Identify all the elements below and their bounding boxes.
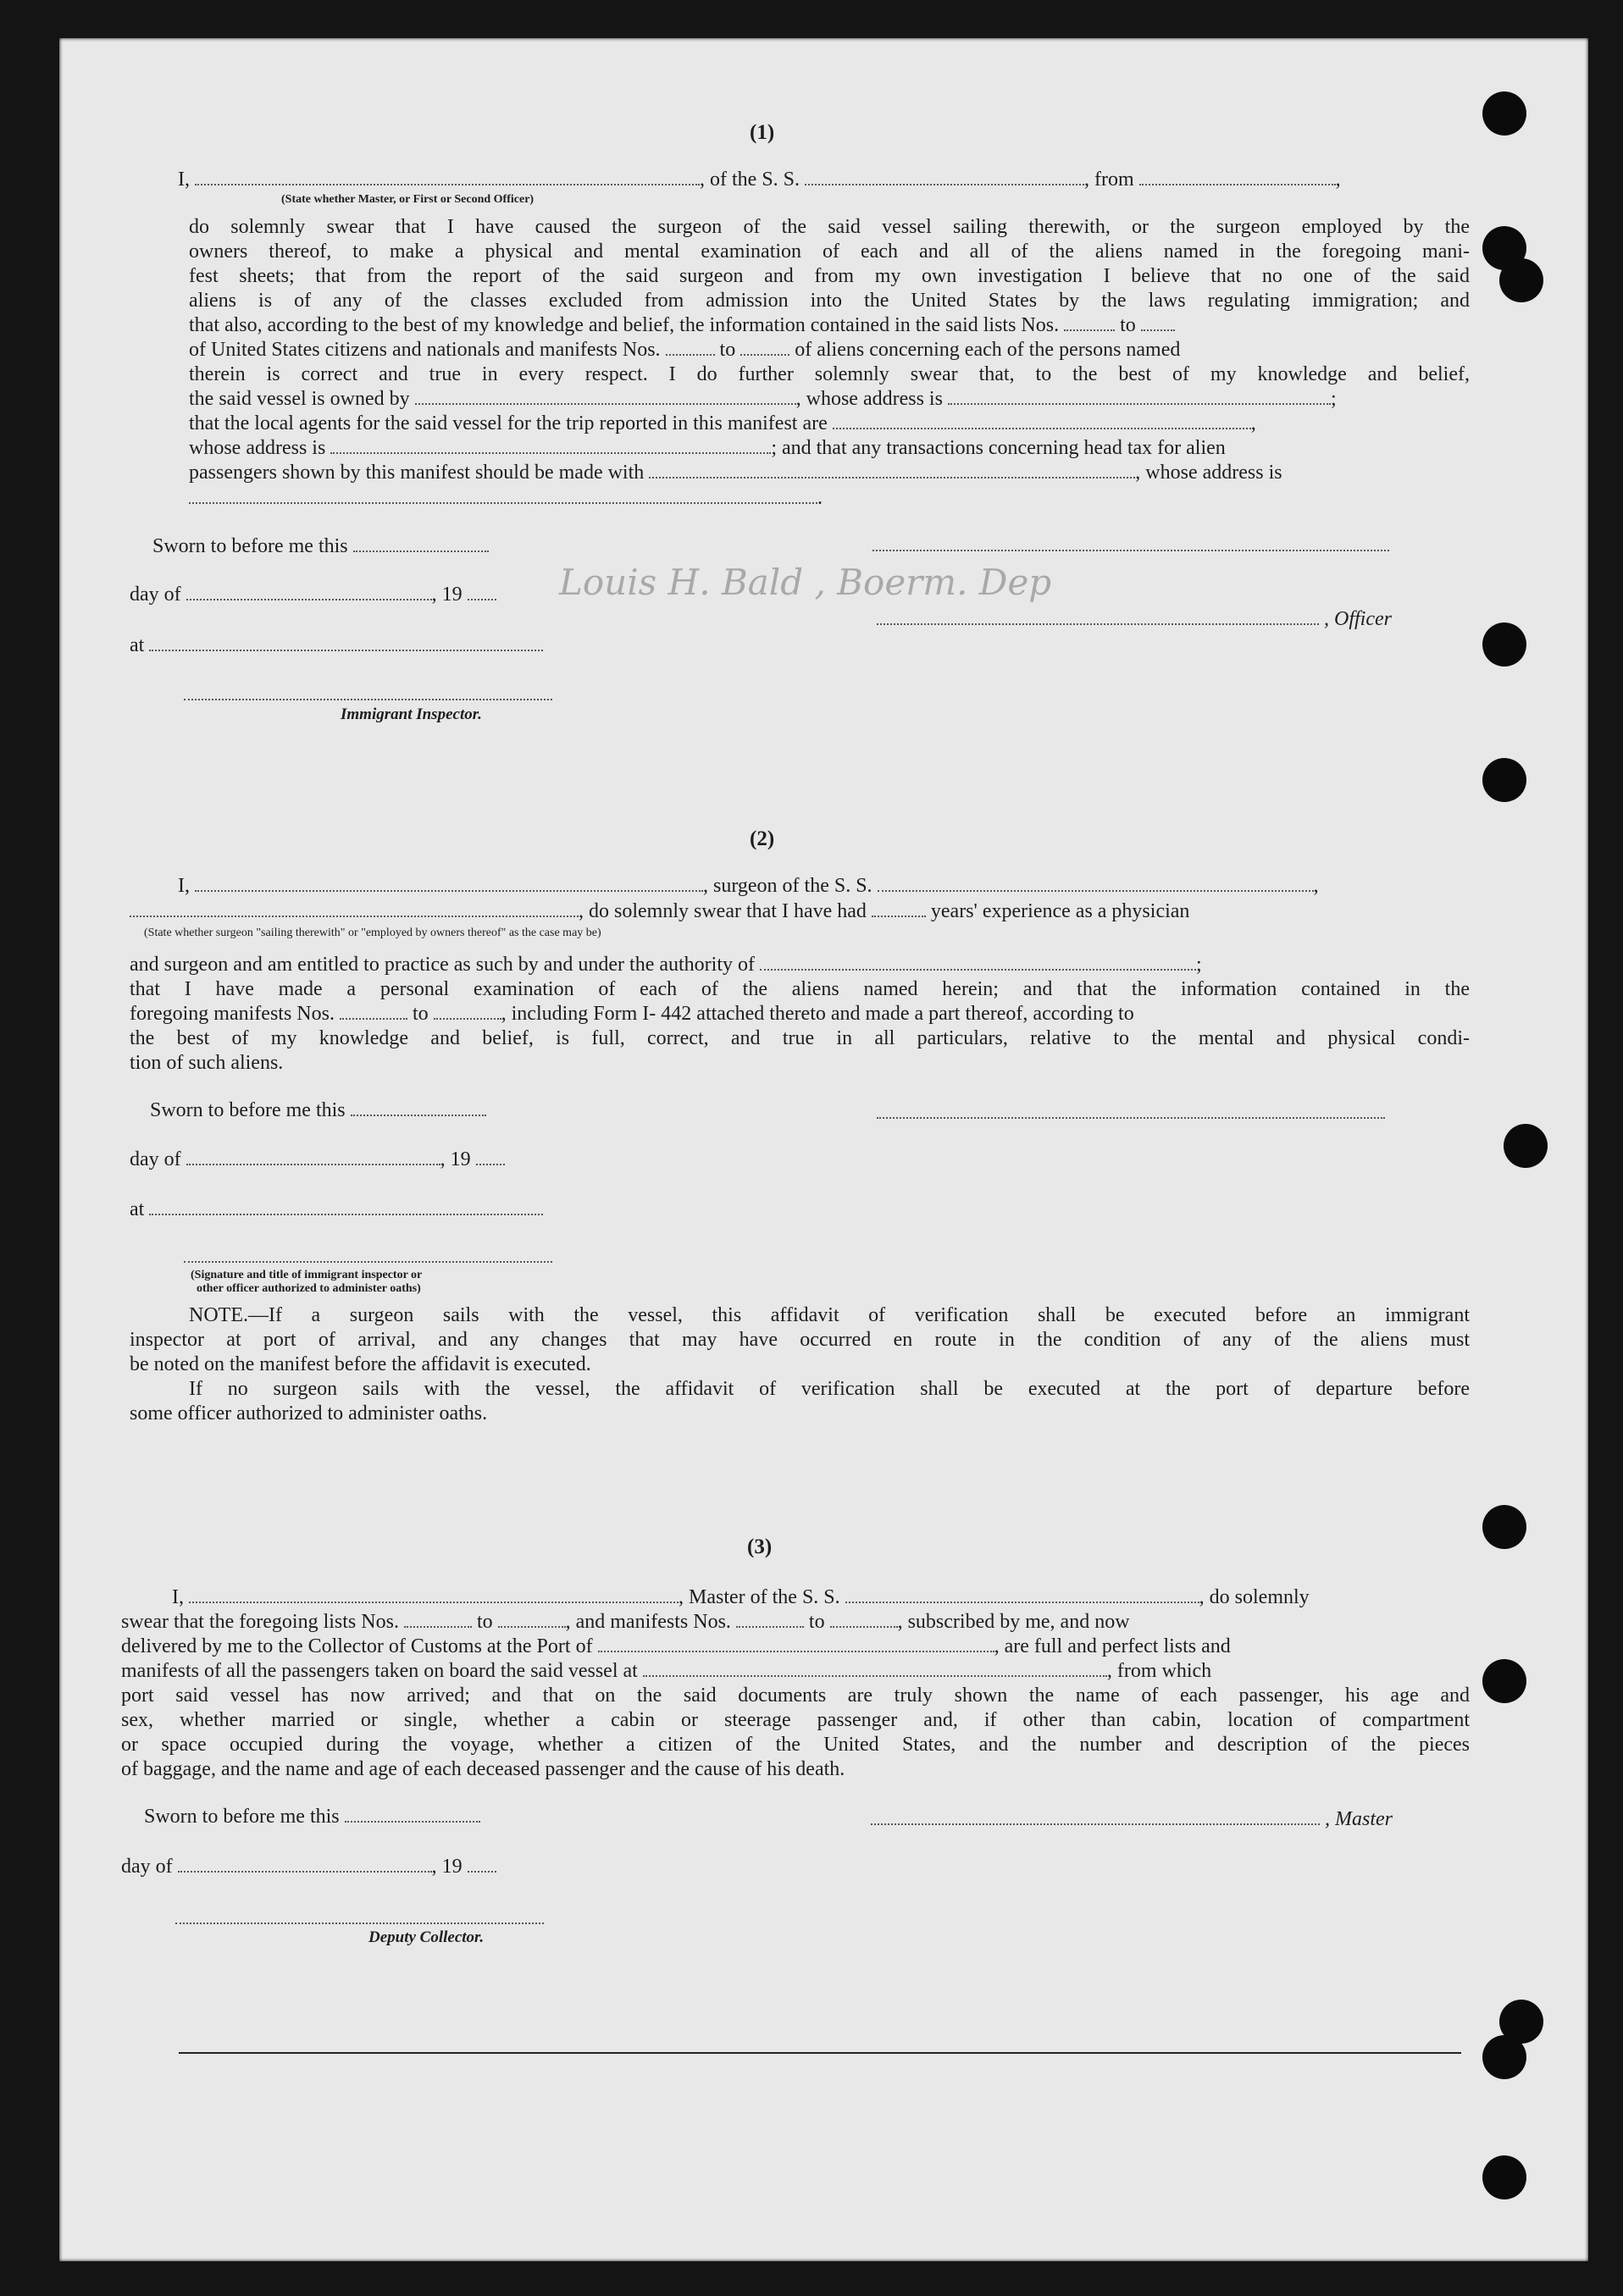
s3-lists-from-field[interactable] <box>404 1625 472 1628</box>
s1-line-10: that the local agents for the said vessel for the trip reported in this manifest are , <box>189 412 1256 434</box>
s2-line-3: and surgeon and am entitled to practice as such by and under the authority of ; <box>130 954 1202 976</box>
s2-note-line: be noted on the manifest before the affidavit is executed. <box>130 1353 591 1375</box>
s1-body-line: do solemnly swear that I have caused the surgeon of the said vessel sailing therewith, or the surgeon employed by the <box>189 216 1470 238</box>
s3-master-line: , Master <box>871 1808 1393 1831</box>
s3-year-field[interactable] <box>468 1870 496 1873</box>
s2-day-month-field[interactable] <box>186 1163 440 1165</box>
s3-body-line: sex, whether married or single, whether a cabin or steerage passenger and, if other than cabin, location of compartment <box>121 1709 1470 1731</box>
manifests-to-field[interactable] <box>740 353 789 356</box>
s2-note-line: NOTE.—If a surgeon sails with the vessel, this affidavit of verification shall be executed before an immigrant <box>189 1304 1470 1326</box>
from-port-field[interactable] <box>1139 183 1336 185</box>
punch-hole <box>1482 1505 1526 1549</box>
punch-hole <box>1482 91 1526 136</box>
s1-line-9: the said vessel is owned by , whose address is ; <box>189 388 1337 410</box>
s1-inspector-signature-line[interactable] <box>184 699 552 700</box>
punch-hole <box>1499 258 1543 302</box>
s1-body-line: owners thereof, to make a physical and mental examination of each and all of the aliens named in the foregoing mani- <box>189 241 1470 263</box>
s2-note-line: inspector at port of arrival, and any changes that may have occurred en route in the condition of any of the aliens must <box>130 1329 1470 1351</box>
punch-hole <box>1482 2155 1526 2199</box>
s1-top-signature-line[interactable] <box>872 550 1389 551</box>
master-signature-field[interactable] <box>871 1823 1320 1825</box>
s3-line-3: delivered by me to the Collector of Customs at the Port of , are full and perfect lists and <box>121 1635 1231 1657</box>
section-3-heading: (3) <box>747 1535 773 1558</box>
s1-body-line: fest sheets; that from the report of the said surgeon and from my own investigation I believe that no one of the said <box>189 265 1470 287</box>
head-tax-contact-field[interactable] <box>649 476 1135 479</box>
s2-body-line: that I have made a personal examination of each of the aliens named herein; and that the information contained in the <box>130 978 1470 1000</box>
s2-manifests-to-field[interactable] <box>434 1017 501 1020</box>
s1-body-line: aliens is of any of the classes excluded from admission into the United States by the laws regulating immigration; and <box>189 290 1470 312</box>
s2-note-line: some officer authorized to administer oaths. <box>130 1402 488 1425</box>
s1-sworn-date-field[interactable] <box>353 550 489 552</box>
section-1-heading: (1) <box>750 121 775 144</box>
s1-sworn: Sworn to before me this <box>152 535 489 558</box>
owner-field[interactable] <box>415 402 796 405</box>
s2-body-line: the best of my knowledge and belief, is full, correct, and true in all particulars, relative to the mental and physical condi- <box>130 1027 1470 1049</box>
owner-address-field[interactable] <box>948 402 1331 405</box>
bottom-rule <box>179 2052 1461 2054</box>
s2-line-5: foregoing manifests Nos. to , including Form I- 442 attached thereto and made a part thereof, according to <box>130 1003 1134 1025</box>
s2-line-2: , do solemnly swear that I have had years' experience as a physician <box>130 900 1189 923</box>
s2-sig-caption: other officer authorized to administer oaths) <box>197 1282 421 1295</box>
s1-line-7: of United States citizens and nationals and manifests Nos. to of aliens concerning each of the persons named <box>189 339 1181 361</box>
s1-officer-note: (State whether Master, or First or Second Officer) <box>281 193 535 206</box>
s1-line-12: passengers shown by this manifest should be made with , whose address is <box>189 462 1282 484</box>
punch-hole <box>1482 622 1526 667</box>
s3-manifests-from-field[interactable] <box>736 1625 804 1628</box>
officer-signature-field[interactable] <box>877 622 1319 625</box>
s2-body-line: tion of such aliens. <box>130 1052 284 1074</box>
collector-signature-line[interactable] <box>175 1923 544 1924</box>
head-tax-address-field[interactable] <box>189 501 817 504</box>
s2-sworn-date-field[interactable] <box>351 1114 486 1116</box>
s3-day-month-field[interactable] <box>178 1870 432 1873</box>
s3-manifests-to-field[interactable] <box>830 1625 898 1628</box>
s2-at: at <box>130 1198 543 1221</box>
s2-note-line: If no surgeon sails with the vessel, the affidavit of verification shall be executed at the port of departure before <box>189 1378 1470 1400</box>
embark-port-field[interactable] <box>643 1674 1107 1677</box>
vessel-name-field[interactable] <box>805 183 1084 185</box>
s2-manifests-from-field[interactable] <box>340 1017 407 1020</box>
s1-day-of: day of , 19 <box>130 584 496 606</box>
s1-at: at <box>130 634 543 657</box>
port-of-field[interactable] <box>598 1650 994 1652</box>
surgeon-signature-line[interactable] <box>877 1117 1385 1119</box>
s3-sworn: Sworn to before me this <box>144 1806 480 1829</box>
s3-vessel-name-field[interactable] <box>845 1601 1199 1603</box>
lists-from-field[interactable] <box>1064 329 1115 331</box>
s1-line-13: . <box>189 487 823 510</box>
punch-hole <box>1482 758 1526 802</box>
s3-line-4: manifests of all the passengers taken on board the said vessel at , from which <box>121 1660 1212 1682</box>
years-experience-field[interactable] <box>872 915 926 917</box>
authority-field[interactable] <box>760 968 1196 971</box>
s1-body-line: therein is correct and true in every respect. I do further solemnly swear that, to the best of my knowledge and belief, <box>189 363 1470 385</box>
handwritten-signature: Louis H. Bald , Boerm. Dep <box>559 562 1052 603</box>
s2-inspector-signature-line[interactable] <box>184 1261 552 1263</box>
s2-day-of: day of , 19 <box>130 1148 505 1171</box>
s3-line-2: swear that the foregoing lists Nos. to , and manifests Nos. to , subscribed by me, and now <box>121 1611 1130 1633</box>
s1-day-month-field[interactable] <box>186 598 432 600</box>
s2-sig-caption: (Signature and title of immigrant inspector or <box>191 1269 423 1281</box>
local-agents-field[interactable] <box>833 427 1251 429</box>
s2-at-field[interactable] <box>149 1213 543 1215</box>
s3-master-name-field[interactable] <box>189 1601 679 1603</box>
s1-officer-line: , Officer <box>877 608 1392 631</box>
punch-hole <box>1482 1659 1526 1703</box>
affidavit-page <box>59 38 1588 2261</box>
agents-address-field[interactable] <box>330 451 771 454</box>
s1-year-field[interactable] <box>468 598 496 600</box>
s2-surgeon-note: (State whether surgeon "sailing therewith" or "employed by owners thereof" as the case may be) <box>144 927 601 939</box>
s3-day-of: day of , 19 <box>121 1856 496 1878</box>
s3-lists-to-field[interactable] <box>498 1625 566 1628</box>
lists-to-field[interactable] <box>1141 329 1175 331</box>
s3-body-line: of baggage, and the name and age of each deceased passenger and the cause of his death. <box>121 1758 845 1780</box>
s2-vessel-name-field[interactable] <box>878 889 1314 892</box>
s2-sworn: Sworn to before me this <box>150 1099 486 1122</box>
s3-sworn-date-field[interactable] <box>345 1820 480 1823</box>
surgeon-name-field[interactable] <box>195 889 703 892</box>
s3-body-line: port said vessel has now arrived; and that on the said documents are truly shown the name of each passenger, his age and <box>121 1685 1470 1707</box>
s3-collector-caption: Deputy Collector. <box>368 1928 485 1946</box>
punch-hole <box>1482 2035 1526 2079</box>
s1-line-11: whose address is ; and that any transactions concerning head tax for alien <box>189 437 1226 459</box>
manifests-from-field[interactable] <box>666 353 715 356</box>
section-2-heading: (2) <box>750 827 775 850</box>
s2-line-1: I, , surgeon of the S. S. , <box>178 875 1319 897</box>
s1-at-field[interactable] <box>149 649 543 651</box>
master-name-field[interactable] <box>195 183 700 185</box>
s1-line-6: that also, according to the best of my knowledge and belief, the information contained in the said lists Nos. to <box>189 314 1175 337</box>
punch-hole <box>1504 1124 1548 1168</box>
s3-line-1: I, , Master of the S. S. , do solemnly <box>172 1586 1310 1608</box>
s1-line-1: I, , of the S. S. , from , <box>178 169 1341 191</box>
s1-inspector-caption: Immigrant Inspector. <box>341 705 482 723</box>
s3-body-line: or space occupied during the voyage, whether a citizen of the United States, and the number and description of the pieces <box>121 1734 1470 1756</box>
surgeon-status-field[interactable] <box>130 915 579 917</box>
s2-year-field[interactable] <box>476 1163 505 1165</box>
